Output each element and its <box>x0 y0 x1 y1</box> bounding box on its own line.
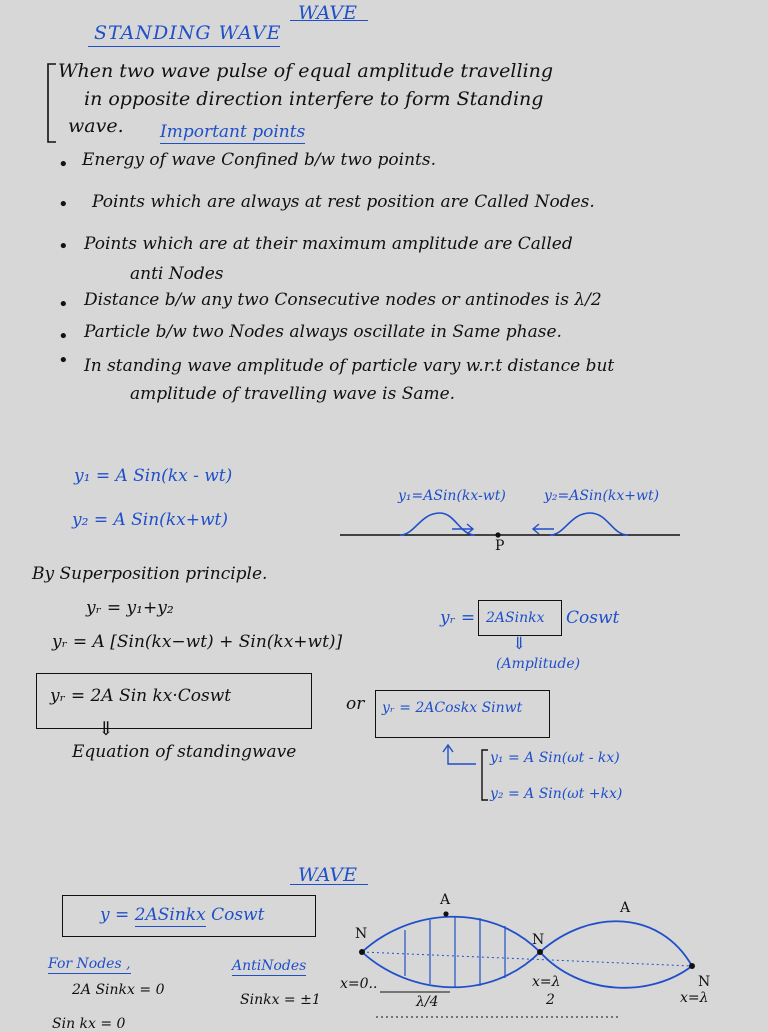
standing-wave-diagram <box>350 900 710 1020</box>
wave-header-underline <box>290 20 368 21</box>
point-3-cont: anti Nodes <box>130 264 224 284</box>
wave-header-2-underline <box>290 884 368 885</box>
x-lambda-label: x=λ <box>680 990 709 1006</box>
yr-right-box: 2ASinkx <box>486 610 545 626</box>
yr-expand: yᵣ = A [Sin(kx−wt) + Sin(kx+wt)] <box>52 632 343 652</box>
title-underline <box>88 46 280 47</box>
node-label-3: N <box>698 974 711 990</box>
pulse-label-2: y₂=ASin(kx+wt) <box>544 488 660 504</box>
antinodes-eq: Sinkx = ±1 <box>240 992 321 1008</box>
pulse-label-1: y₁=ASin(kx-wt) <box>398 488 506 504</box>
amplitude-arrow: ⇓ <box>512 634 527 654</box>
definition-bracket <box>44 62 58 146</box>
yr-sum: yᵣ = y₁+y₂ <box>86 598 174 618</box>
pulses-diagram <box>340 505 685 550</box>
x-zero-label: x=0.. <box>340 976 378 992</box>
alt-eq-arrow <box>440 742 496 806</box>
bullet-dot: • <box>58 194 69 215</box>
definition-line-2: in opposite direction interfere to form Standing <box>84 88 544 110</box>
eq-y2: y₂ = A Sin(kx+wt) <box>72 510 228 530</box>
antinodes-heading: AntiNodes <box>232 958 307 974</box>
definition-line-1: When two wave pulse of equal amplitude travelling <box>58 60 554 82</box>
nodes-eq: 2A Sinkx = 0 <box>72 982 165 998</box>
page-title: STANDING WAVE <box>94 22 282 44</box>
partial-bottom-text: Sin kx = 0 <box>52 1016 126 1032</box>
eq-standing-label: Equation of standingwave <box>72 742 297 762</box>
antinode-label-2: A <box>620 900 631 916</box>
point-2: Points which are always at rest position are Called Nodes. <box>92 192 595 212</box>
x-half-lambda-den: 2 <box>546 992 555 1008</box>
bullet-dot: • <box>58 154 69 175</box>
nodes-heading: For Nodes , <box>48 956 131 972</box>
point-3: Points which are at their maximum amplitude are Called <box>84 234 573 254</box>
bullet-dot: • <box>58 350 69 371</box>
yr-result: yᵣ = 2A Sin kx·Coswt <box>50 686 232 706</box>
alt-y2: y₂ = A Sin(ωt +kx) <box>490 786 623 802</box>
bullet-dot: • <box>58 294 69 315</box>
point-1: Energy of wave Confined b/w two points. <box>82 150 436 170</box>
eq-y1: y₁ = A Sin(kx - wt) <box>74 466 233 486</box>
x-half-lambda-num: x=λ <box>532 974 561 990</box>
alt-y1: y₁ = A Sin(ωt - kx) <box>490 750 620 766</box>
bullet-dot: • <box>58 236 69 257</box>
or-label: or <box>346 694 365 714</box>
yr-alt: yᵣ = 2ACoskx Sinwt <box>382 700 523 716</box>
main-eq: y = 2ASinkx Coswt <box>100 905 265 925</box>
amplitude-label: (Amplitude) <box>496 656 581 672</box>
yr-right-suffix: Coswt <box>566 608 620 628</box>
point-5: Particle b/w two Nodes always oscillate in Same phase. <box>84 322 562 342</box>
wave-header: WAVE <box>298 2 357 24</box>
point-4: Distance b/w any two Consecutive nodes or antinodes is λ/2 <box>84 290 602 310</box>
important-heading: Important points <box>160 122 306 142</box>
arrow-down: ⇓ <box>98 718 114 740</box>
point-p: P <box>495 538 505 554</box>
yr-right-prefix: yᵣ = <box>440 608 476 628</box>
antinode-label-1: A <box>440 892 451 908</box>
bullet-dot: • <box>58 326 69 347</box>
point-6-cont: amplitude of travelling wave is Same. <box>130 384 456 404</box>
point-6: In standing wave amplitude of particle vary w.r.t distance but <box>84 356 615 376</box>
definition-line-3: wave. <box>68 115 124 137</box>
lambda-quarter-label: λ/4 <box>416 994 439 1010</box>
node-label-2: N <box>532 932 545 948</box>
wave-header-2: WAVE <box>298 864 357 886</box>
node-label-1: N <box>355 926 368 942</box>
superposition-heading: By Superposition principle. <box>32 564 268 584</box>
